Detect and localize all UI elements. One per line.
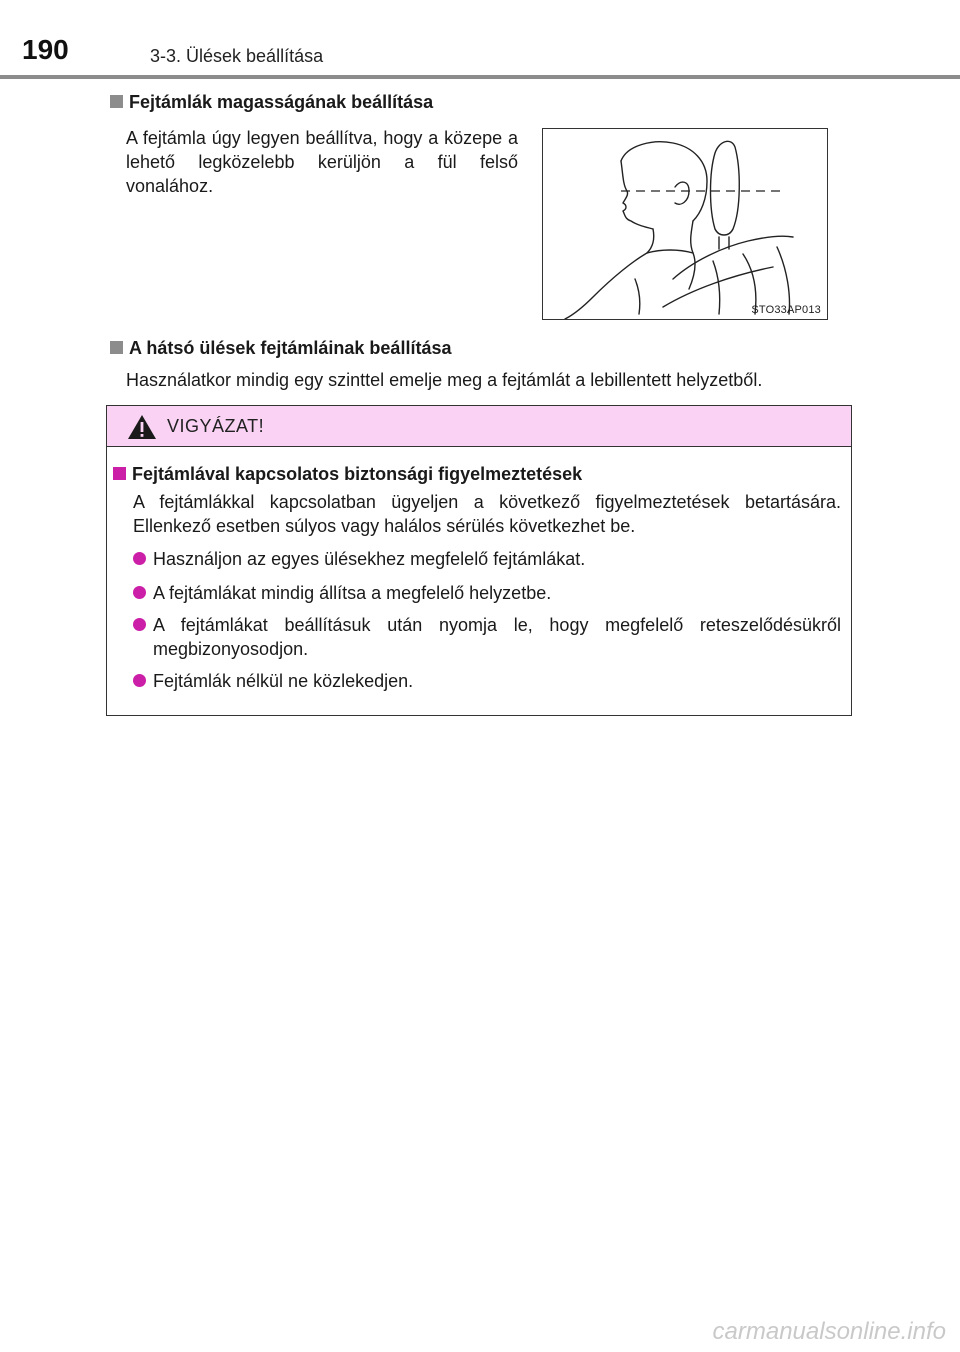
figure-code: STO33AP013 xyxy=(751,304,821,316)
bullet-text: A fejtámlákat beállításuk után nyomja le, hogy megfelelő reteszelődésükről megbizonyosodjon. xyxy=(153,615,841,659)
bullet-text: A fejtámlákat mindig állítsa a megfelelő helyzetbe. xyxy=(153,583,552,603)
list-item xyxy=(133,547,841,571)
header-rule xyxy=(0,75,960,79)
warning-triangle-icon xyxy=(127,414,157,440)
bullet-dot-icon xyxy=(133,618,146,631)
warning-intro: A fejtámlákkal kapcsolatban ügyeljen a következő figyelmeztetések betartására. Ellenkező esetben súlyos vagy halálos sérülés következhet be. xyxy=(133,492,841,536)
bullet-text: Használjon az egyes ülésekhez megfelelő fejtámlákat. xyxy=(153,549,586,569)
headrest-illustration xyxy=(542,128,828,320)
bullet-dot-icon xyxy=(133,552,146,565)
page-number: 190 xyxy=(22,34,69,65)
head-headrest-drawing xyxy=(543,129,827,319)
rear-headrest-paragraph: Használatkor mindig egy szinttel emelje meg a fejtámlát a lebillentett helyzetből. xyxy=(126,370,763,390)
warning-box xyxy=(106,405,852,716)
list-item xyxy=(133,581,841,605)
warning-title: VIGYÁZAT! xyxy=(167,416,265,436)
chapter-title: 3-3. Ülések beállítása xyxy=(150,46,324,66)
watermark: carmanualsonline.info xyxy=(712,1318,946,1345)
bullet-dot-icon xyxy=(133,586,146,599)
heading-square-icon xyxy=(113,467,126,480)
warning-header xyxy=(107,406,851,447)
page-header xyxy=(0,0,960,80)
headrest-height-paragraph: A fejtámla úgy legyen beállítva, hogy a közepe a lehető legközelebb kerüljön a fül felső vonalához. xyxy=(126,128,518,196)
bullet-dot-icon xyxy=(133,674,146,687)
section-heading-rear-headrest xyxy=(110,338,451,359)
heading-square-icon xyxy=(110,341,123,354)
bullet-text: Fejtámlák nélkül ne közlekedjen. xyxy=(153,671,414,691)
section-heading-text: Fejtámlák magasságának beállítása xyxy=(129,92,434,112)
heading-square-icon xyxy=(110,95,123,108)
section-heading-text: A hátsó ülések fejtámláinak beállítása xyxy=(129,338,452,358)
section-heading-headrest-height xyxy=(110,92,433,113)
warning-heading-text: Fejtámlával kapcsolatos biztonsági figyelmeztetések xyxy=(132,464,583,484)
list-item xyxy=(133,669,841,693)
list-item xyxy=(133,613,841,661)
warning-heading xyxy=(113,464,582,485)
